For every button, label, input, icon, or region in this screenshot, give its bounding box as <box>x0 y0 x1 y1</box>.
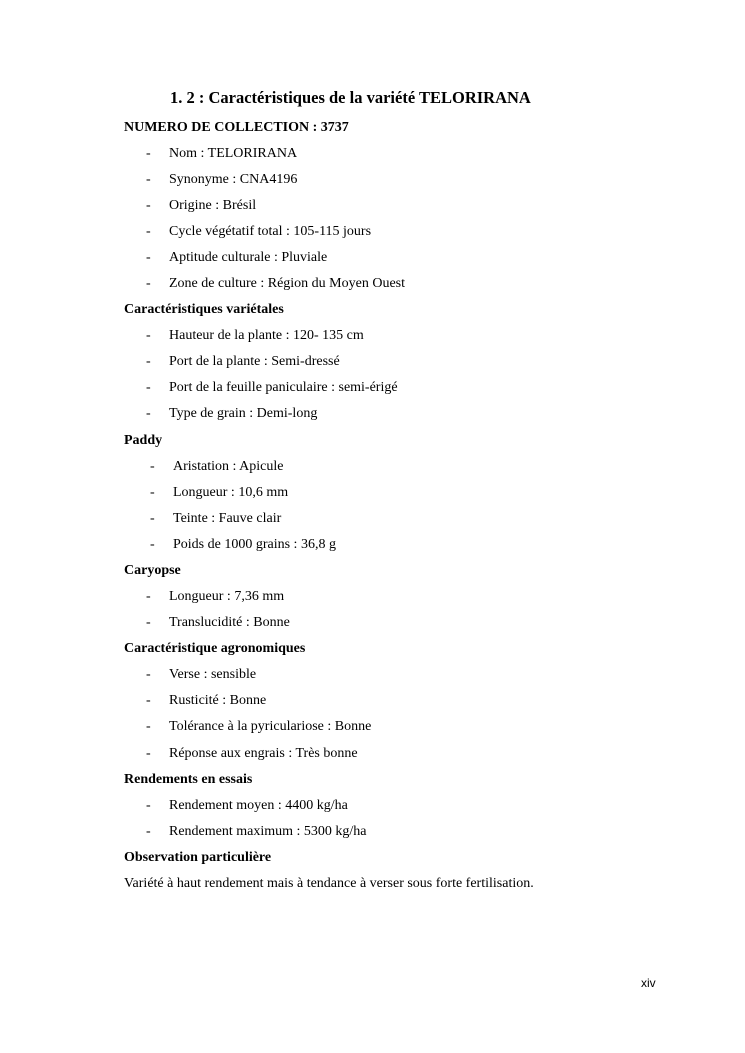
section-title: 1. 2 : Caractéristiques de la variété TELORIRANA <box>170 88 531 107</box>
agronomic-heading: Caractéristique agronomiques <box>124 641 306 656</box>
page-number: xiv <box>641 976 656 990</box>
yields-heading: Rendements en essais <box>124 772 253 787</box>
collection-number: NUMERO DE COLLECTION : 3737 <box>124 120 349 135</box>
varietal-heading: Caractéristiques variétales <box>124 302 284 317</box>
caryopse-heading: Caryopse <box>124 563 181 578</box>
paddy-heading: Paddy <box>124 433 163 448</box>
document-page: 1. 2 : Caractéristiques de la variété TELORIRANA NUMERO DE COLLECTION : 3737 - Nom : TELORIRANA - Synonyme : CNA4196 - Origine : Brésil - Cycle végétatif total : 105-115 jours - Aptitude culturale : Pluviale - Zone de culture : Région du Moyen Ouest Caractéristiques variétales - Hauteur de la plante : 120- 135 cm - Port de la plante : Semi-dressé - Port de la feuille paniculaire : semi-érigé - Type de grain : Demi-long Paddy - Aristation : Apicule - Longueur : 10,6 mm - Teinte : Fauve clair - Poids de 1000 grains : 36,8 g Caryopse - Longueur : 7,36 mm - Translucidité : Bonne Caractéristique agronomiques - Verse : sensible - Rusticité : Bonne - Tolérance à la pyriculariose : Bonne - Réponse aux engrais : Très bonne Rendements en essais - Rendement moyen : 4400 kg/ha - Rendement maximum : 5300 kg/ha Observation particulière Variété à haut rendement mais à tendance à verser sous forte fertilisation. xiv <box>124 88 656 990</box>
observation-heading: Observation particulière <box>124 850 272 865</box>
observation-text: Variété à haut rendement mais à tendance à verser sous forte fertilisation. <box>124 876 534 891</box>
